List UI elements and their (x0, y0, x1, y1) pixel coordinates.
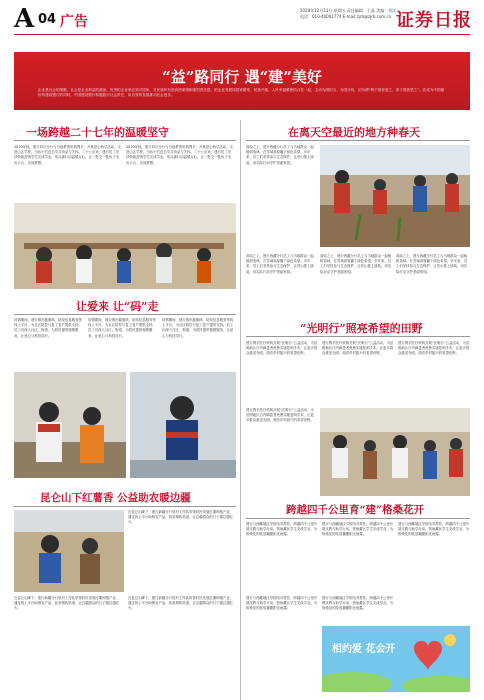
article-4-body-col2: 建行携手医疗机构开展“光明行”公益活动，为贫困地区白内障患者免费实施复明手术，让更多群众重见光明，照亮乡村振兴的希望田野。 (322, 341, 394, 356)
masthead-rule (14, 34, 470, 35)
article-6-body-col3: 建行与西藏地区学校结对帮扶，跨越四千公里开展支教与助学行动，资助藏区学生完成学业，为格桑花的绽放播撒阳光雨露。 (398, 522, 470, 537)
section-name: 广告 (60, 14, 88, 30)
divider (246, 336, 470, 337)
divider (246, 518, 470, 519)
article-2-body-col4: 高原之上，建行西藏分行员工与当地群众一起植树造林，在雪域高原播下绿色希望。多年来，员工们坚持参与生态保护，让荒山披上绿装，用实际行动守护美丽家园。 (396, 254, 468, 274)
article-4-photo (320, 408, 470, 496)
article-3-body-col3: 疫情期间，建行推出健康码、防疫信息服务等线上平台，为社区防控与复工复产提供支持。员工们深入社区、街道，为居民提供便捷服务，让爱心与科技同行。 (162, 318, 234, 338)
masthead-meta: 2020年12月11日 星期五 责任编辑：王晶 美编：刘洋 电话：010-40001774 E-mail:zjrb@zjrb.com.cn (300, 8, 397, 19)
article-2-headline: 在离天空最近的地方种春天 (288, 126, 420, 139)
article-2-photo (320, 145, 470, 247)
article-1-photo (14, 203, 236, 289)
article-3-body-col2: 疫情期间，建行推出健康码、防疫信息服务等线上平台，为社区防控与复工复产提供支持。员工们深入社区、街道，为居民提供便捷服务，让爱心与科技同行。 (88, 318, 156, 338)
article-6-body-col5: 建行与西藏地区学校结对帮扶，跨越四千公里开展支教与助学行动，资助藏区学生完成学业，为格桑花的绽放播撒阳光雨露。 (322, 596, 394, 611)
poster-slogan: 相约爱 花会开 (332, 644, 396, 655)
page-number: 04 (38, 12, 57, 27)
article-5-body-col2: 在昆仑山脚下，建行新疆分行驻村工作队带领村民发展红薯种植产业，通过线上平台助销农产品，拓宽增收渠道，让边疆群众的日子越过越红火。 (14, 596, 120, 611)
article-4-headline: “光明行”照亮希望的田野 (300, 322, 423, 335)
article-3-body: 疫情期间，建行推出健康码、防疫信息服务等线上平台，为社区防控与复工复产提供支持。员工们深入社区、街道，为居民提供便捷服务，让爱心与科技同行。 (14, 318, 82, 338)
divider (14, 506, 236, 507)
article-6-body-col2: 建行与西藏地区学校结对帮扶，跨越四千公里开展支教与助学行动，资助藏区学生完成学业，为格桑花的绽放播撒阳光雨露。 (322, 522, 394, 537)
article-3-photo-right (130, 372, 236, 478)
article-4-body-col3: 建行携手医疗机构开展“光明行”公益活动，为贫困地区白内障患者免费实施复明手术，让更多群众重见光明，照亮乡村振兴的希望田野。 (398, 341, 470, 356)
article-2-body-col2: 高原之上，建行西藏分行员工与当地群众一起植树造林，在雪域高原播下绿色希望。多年来，员工们坚持参与生态保护，让荒山披上绿装，用实际行动守护美丽家园。 (246, 254, 314, 274)
column-divider (240, 120, 241, 700)
article-1-body: 2020年秋，建行四川分行与当地教育机构携手，开展爱心助学活动，走进山区学校，为孩子们送去学习用品与关怀。二十七年来，建行员工坚持资助贫困学生完成学业，用点滴行动温暖人心，让一批又一批孩子走出大山、实现梦想。 (14, 145, 121, 165)
article-1-headline: 一场跨越二十七年的温暖坚守 (26, 126, 169, 139)
banner (14, 52, 470, 110)
article-4-body: 建行携手医疗机构开展“光明行”公益活动，为贫困地区白内障患者免费实施复明手术，让更多群众重见光明，照亮乡村振兴的希望田野。 (246, 341, 318, 356)
article-6-body: 建行与西藏地区学校结对帮扶，跨越四千公里开展支教与助学行动，资助藏区学生完成学业，为格桑花的绽放播撒阳光雨露。 (246, 522, 318, 537)
article-3-headline: 让爱来 让“码”走 (76, 300, 159, 313)
article-2-body: 高原之上，建行西藏分行员工与当地群众一起植树造林，在雪域高原播下绿色希望。多年来，员工们坚持参与生态保护，让荒山披上绿装，用实际行动守护美丽家园。 (246, 145, 314, 165)
article-5-headline: 昆仑山下红薯香 公益助农暖边疆 (40, 492, 191, 504)
article-5-body: 在昆仑山脚下，建行新疆分行驻村工作队带领村民发展红薯种植产业，通过线上平台助销农产品，拓宽增收渠道，让边疆群众的日子越过越红火。 (128, 510, 234, 525)
divider (14, 314, 236, 315)
article-6-headline: 跨越四千公里育“建”格桑花开 (286, 504, 425, 516)
page-letter: A (14, 4, 35, 34)
newspaper-logo: 证券日报 (396, 10, 472, 31)
article-4-body-col4: 建行携手医疗机构开展“光明行”公益活动，为贫困地区白内障患者免费实施复明手术，让更多群众重见光明，照亮乡村振兴的希望田野。 (246, 408, 314, 423)
masthead (0, 0, 484, 48)
article-6-body-col4: 建行与西藏地区学校结对帮扶，跨越四千公里开展支教与助学行动，资助藏区学生完成学业，为格桑花的绽放播撒阳光雨露。 (246, 596, 318, 611)
article-3-photo-left (14, 372, 126, 478)
article-2-body-col3: 高原之上，建行西藏分行员工与当地群众一起植树造林，在雪域高原播下绿色希望。多年来，员工们坚持参与生态保护，让荒山披上绿装，用实际行动守护美丽家园。 (320, 254, 392, 274)
banner-title: “益”路同行 遇“建”美好 (162, 68, 322, 86)
banner-subtitle: 企业是社会的细胞，社会是企业利益的源泉。优秀的企业家必须对国家、对民族怀有崇高使命感和强烈责任感，把企业发展同国家繁荣、民族兴盛、人民幸福紧密结合在一起，主动为国担当、为国分忧，正所谓“利于国者爱之，害于国者恶之”。在成为中国最好的建设银行的同时，中国建设银行积极践行社会责任，用自身的发展推动社会进步。 (38, 88, 445, 97)
article-6-poster (322, 626, 470, 692)
article-5-photo (14, 510, 124, 592)
article-5-body-col3: 在昆仑山脚下，建行新疆分行驻村工作队带领村民发展红薯种植产业，通过线上平台助销农产品，拓宽增收渠道，让边疆群众的日子越过越红火。 (128, 596, 234, 611)
divider (14, 140, 236, 141)
divider (246, 140, 470, 141)
article-1-body-col2: 2020年秋，建行四川分行与当地教育机构携手，开展爱心助学活动，走进山区学校，为孩子们送去学习用品与关怀。二十七年来，建行员工坚持资助贫困学生完成学业，用点滴行动温暖人心，让一批又一批孩子走出大山、实现梦想。 (126, 145, 233, 165)
